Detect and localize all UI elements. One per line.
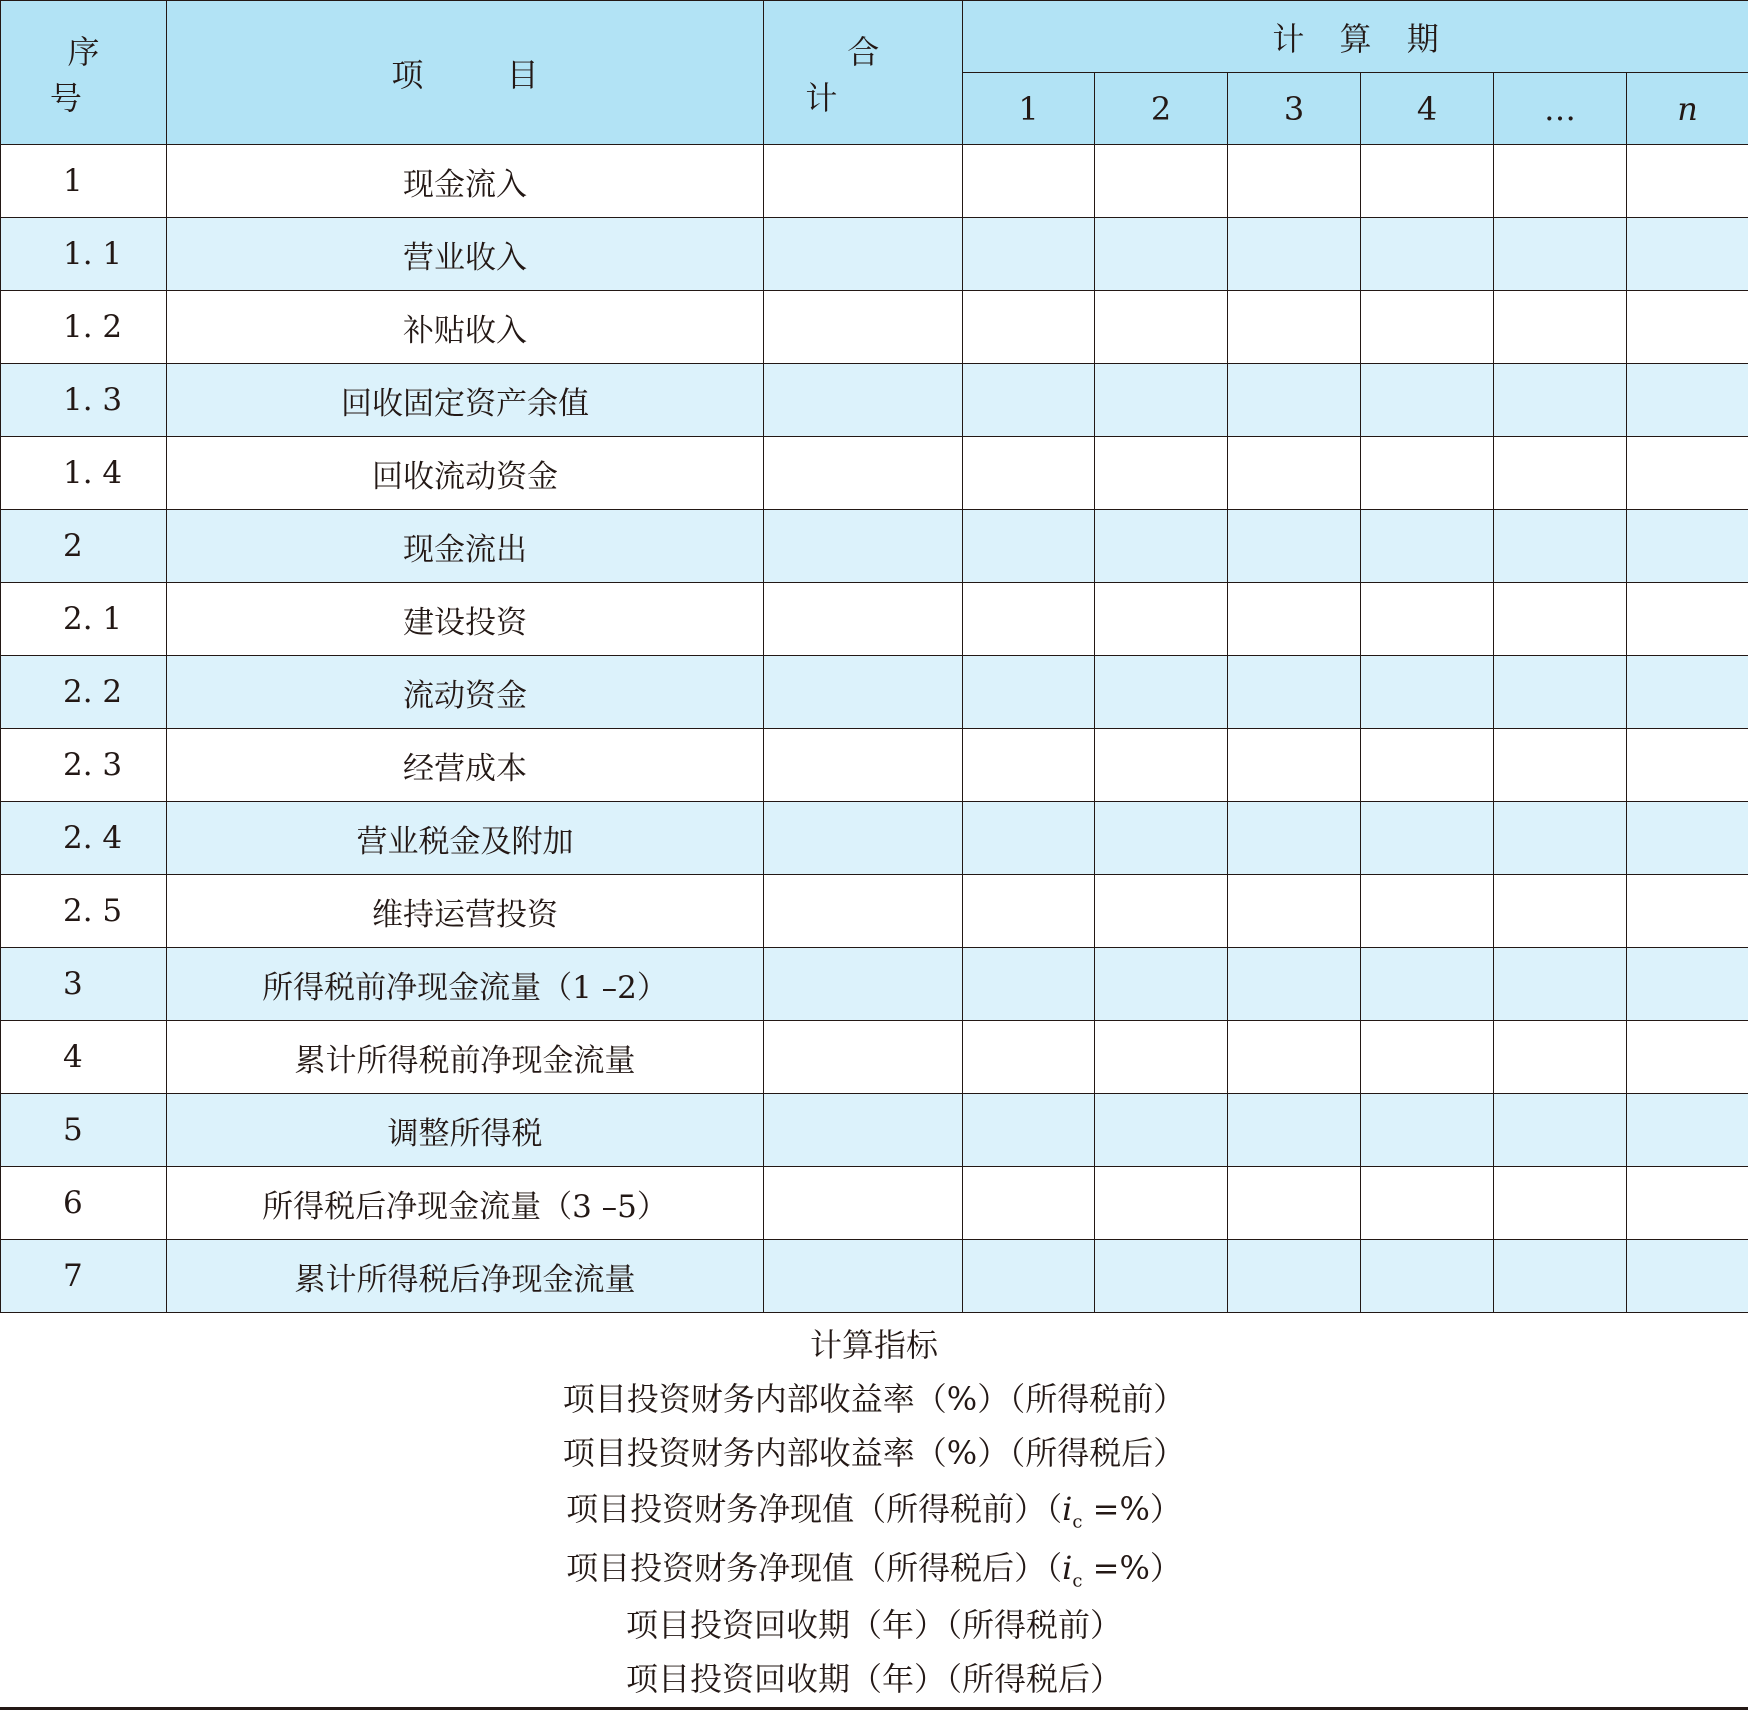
row-item: 累计所得税后净现金流量: [167, 1240, 764, 1313]
row-period-cell: [1361, 1094, 1494, 1167]
row-item: 累计所得税前净现金流量: [167, 1021, 764, 1094]
row-period-cell: [1494, 802, 1627, 875]
row-seq: 6: [1, 1167, 167, 1240]
row-period-cell: [1095, 291, 1228, 364]
row-period-cell: [1228, 1167, 1361, 1240]
row-item: 现金流出: [167, 510, 764, 583]
row-period-cell: [1228, 948, 1361, 1021]
row-total-cell: [764, 437, 963, 510]
row-period-cell: [1494, 1021, 1627, 1094]
row-period-cell: [1361, 729, 1494, 802]
row-period-cell: [1494, 656, 1627, 729]
row-item: 补贴收入: [167, 291, 764, 364]
row-period-cell: [1627, 948, 1748, 1021]
row-period-cell: [1228, 145, 1361, 218]
row-period-cell: [1228, 729, 1361, 802]
row-period-cell: [1494, 364, 1627, 437]
row-period-cell: [1361, 218, 1494, 291]
table-row: [1, 1240, 1748, 1313]
row-period-cell: [963, 364, 1095, 437]
row-period-cell: [1095, 583, 1228, 656]
header-period-3: 3: [1228, 73, 1361, 145]
row-period-cell: [1095, 218, 1228, 291]
npv-pre-label: 项目投资财务净现值（所得税前）（: [566, 1490, 1063, 1528]
row-item: 维持运营投资: [167, 875, 764, 948]
table-row: [1, 437, 1748, 510]
row-item: 流动资金: [167, 656, 764, 729]
row-period-cell: [1228, 510, 1361, 583]
row-total-cell: [764, 145, 963, 218]
table-row: [1, 291, 1748, 364]
row-period-cell: [963, 802, 1095, 875]
table-row: [1, 145, 1748, 218]
indicator-payback-post-tax: 项目投资回收期（年）（所得税后）: [625, 1660, 1122, 1698]
row-period-cell: [1627, 218, 1748, 291]
row-total-cell: [764, 510, 963, 583]
row-item: 现金流入: [167, 145, 764, 218]
row-period-cell: [1228, 802, 1361, 875]
row-period-cell: [1095, 802, 1228, 875]
row-total-cell: [764, 1167, 963, 1240]
row-period-cell: [1095, 145, 1228, 218]
row-seq: 1. 4: [1, 437, 167, 510]
row-period-cell: [1095, 729, 1228, 802]
header-item: 项目: [167, 1, 764, 145]
row-total-cell: [764, 291, 963, 364]
row-period-cell: [1361, 291, 1494, 364]
row-total-cell: [764, 948, 963, 1021]
row-period-cell: [1627, 364, 1748, 437]
indicators-section: [0, 1318, 1748, 1706]
row-period-cell: [1627, 1240, 1748, 1313]
row-seq: 2. 5: [1, 875, 167, 948]
row-period-cell: [963, 291, 1095, 364]
row-period-cell: [1627, 802, 1748, 875]
row-period-cell: [1494, 583, 1627, 656]
row-period-cell: [1095, 656, 1228, 729]
row-period-cell: [963, 583, 1095, 656]
row-period-cell: [963, 1094, 1095, 1167]
table-row: [1, 218, 1748, 291]
row-period-cell: [1361, 1021, 1494, 1094]
row-period-cell: [1494, 510, 1627, 583]
row-period-cell: [1228, 437, 1361, 510]
row-item: 回收流动资金: [167, 437, 764, 510]
indicator-irr-post-tax: 项目投资财务内部收益率（%）（所得税后）: [562, 1434, 1186, 1472]
row-period-cell: [1361, 583, 1494, 656]
row-period-cell: [1494, 145, 1627, 218]
row-period-cell: [963, 1167, 1095, 1240]
row-period-cell: [1095, 1021, 1228, 1094]
row-seq: 7: [1, 1240, 167, 1313]
table-row: [1, 729, 1748, 802]
row-item: 所得税前净现金流量（1 –2）: [167, 948, 764, 1021]
row-seq: 3: [1, 948, 167, 1021]
table-row: [1, 948, 1748, 1021]
row-period-cell: [1228, 1240, 1361, 1313]
row-total-cell: [764, 875, 963, 948]
row-period-cell: [1627, 1167, 1748, 1240]
row-period-cell: [1361, 1167, 1494, 1240]
row-period-cell: [1494, 948, 1627, 1021]
row-item: 回收固定资产余值: [167, 364, 764, 437]
row-seq: 2: [1, 510, 167, 583]
row-period-cell: [963, 437, 1095, 510]
indicator-payback-pre-tax: 项目投资回收期（年）（所得税前）: [625, 1606, 1122, 1644]
row-seq: 1. 2: [1, 291, 167, 364]
header-total: 合计: [764, 1, 963, 145]
row-period-cell: [1627, 291, 1748, 364]
row-period-cell: [1494, 729, 1627, 802]
row-period-cell: [1627, 437, 1748, 510]
ic-subscript: c: [1072, 1511, 1083, 1533]
row-item: 调整所得税: [167, 1094, 764, 1167]
row-period-cell: [1627, 656, 1748, 729]
row-item: 营业税金及附加: [167, 802, 764, 875]
row-period-cell: [1361, 1240, 1494, 1313]
table-header: [1, 1, 1748, 145]
row-period-cell: [1494, 291, 1627, 364]
row-period-cell: [1228, 291, 1361, 364]
row-period-cell: [1494, 1240, 1627, 1313]
row-period-cell: [963, 1240, 1095, 1313]
row-seq: 1. 1: [1, 218, 167, 291]
row-period-cell: [1095, 510, 1228, 583]
row-seq: 4: [1, 1021, 167, 1094]
row-period-cell: [1494, 1167, 1627, 1240]
row-period-cell: [1361, 948, 1494, 1021]
row-period-cell: [1361, 656, 1494, 729]
row-period-cell: [1361, 145, 1494, 218]
row-period-cell: [1361, 875, 1494, 948]
row-period-cell: [1361, 437, 1494, 510]
row-period-cell: [1627, 145, 1748, 218]
header-period-ellipsis: …: [1494, 73, 1627, 145]
row-total-cell: [764, 1021, 963, 1094]
row-period-cell: [1627, 1094, 1748, 1167]
row-period-cell: [1228, 875, 1361, 948]
row-period-cell: [1361, 510, 1494, 583]
row-period-cell: [963, 510, 1095, 583]
header-seq: 序号: [1, 1, 167, 145]
table-row: [1, 656, 1748, 729]
row-seq: 1: [1, 145, 167, 218]
indicator-npv-pre-tax: [0, 1480, 1748, 1539]
indicators-title: 计算指标: [809, 1326, 938, 1364]
row-period-cell: [1228, 583, 1361, 656]
header-period-2: 2: [1095, 73, 1228, 145]
row-total-cell: [764, 583, 963, 656]
row-item: 建设投资: [167, 583, 764, 656]
header-period: 计算期: [963, 1, 1748, 73]
row-period-cell: [1494, 218, 1627, 291]
row-period-cell: [1095, 364, 1228, 437]
row-period-cell: [1228, 1094, 1361, 1167]
row-seq: 2. 3: [1, 729, 167, 802]
row-period-cell: [963, 656, 1095, 729]
table-row: [1, 1167, 1748, 1240]
row-period-cell: [1228, 1021, 1361, 1094]
row-total-cell: [764, 218, 963, 291]
table-row: [1, 802, 1748, 875]
row-period-cell: [963, 948, 1095, 1021]
row-period-cell: [963, 729, 1095, 802]
row-period-cell: [1095, 948, 1228, 1021]
row-total-cell: [764, 1094, 963, 1167]
row-seq: 5: [1, 1094, 167, 1167]
row-item: 经营成本: [167, 729, 764, 802]
row-period-cell: [1228, 364, 1361, 437]
header-period-4: 4: [1361, 73, 1494, 145]
indicator-npv-post-tax: [0, 1539, 1748, 1598]
table-body: [1, 145, 1748, 1313]
row-seq: 2. 2: [1, 656, 167, 729]
row-item: 所得税后净现金流量（3 –5）: [167, 1167, 764, 1240]
row-period-cell: [1627, 583, 1748, 656]
row-period-cell: [1494, 875, 1627, 948]
row-item: 营业收入: [167, 218, 764, 291]
ic-symbol: i: [1062, 1490, 1073, 1528]
row-seq: 2. 1: [1, 583, 167, 656]
row-period-cell: [1095, 875, 1228, 948]
row-period-cell: [963, 1021, 1095, 1094]
row-period-cell: [1095, 437, 1228, 510]
row-period-cell: [1095, 1167, 1228, 1240]
ic-symbol: i: [1062, 1549, 1073, 1587]
ic-subscript: c: [1072, 1570, 1083, 1592]
row-period-cell: [1627, 510, 1748, 583]
table-row: [1, 510, 1748, 583]
row-period-cell: [1627, 729, 1748, 802]
table-row: [1, 583, 1748, 656]
row-period-cell: [963, 875, 1095, 948]
row-period-cell: [1228, 656, 1361, 729]
table-row: [1, 1094, 1748, 1167]
bottom-rule: [0, 1707, 1748, 1710]
npv-post-label: 项目投资财务净现值（所得税后）（: [566, 1549, 1063, 1587]
row-total-cell: [764, 656, 963, 729]
table-row: [1, 875, 1748, 948]
row-total-cell: [764, 364, 963, 437]
row-period-cell: [1627, 875, 1748, 948]
row-period-cell: [1095, 1240, 1228, 1313]
ic-suffix: =%）: [1082, 1490, 1182, 1528]
header-period-1: 1: [963, 73, 1095, 145]
row-total-cell: [764, 729, 963, 802]
row-period-cell: [1627, 1021, 1748, 1094]
row-period-cell: [1494, 437, 1627, 510]
ic-suffix: =%）: [1082, 1549, 1182, 1587]
row-period-cell: [963, 145, 1095, 218]
row-period-cell: [1228, 218, 1361, 291]
row-period-cell: [1095, 1094, 1228, 1167]
table-row: [1, 1021, 1748, 1094]
row-period-cell: [1361, 364, 1494, 437]
row-period-cell: [963, 218, 1095, 291]
table-row: [1, 364, 1748, 437]
row-seq: 1. 3: [1, 364, 167, 437]
indicator-irr-pre-tax: 项目投资财务内部收益率（%）（所得税前）: [562, 1380, 1186, 1418]
row-period-cell: [1494, 1094, 1627, 1167]
row-total-cell: [764, 802, 963, 875]
header-period-n: n: [1627, 73, 1748, 145]
row-seq: 2. 4: [1, 802, 167, 875]
row-period-cell: [1361, 802, 1494, 875]
row-total-cell: [764, 1240, 963, 1313]
